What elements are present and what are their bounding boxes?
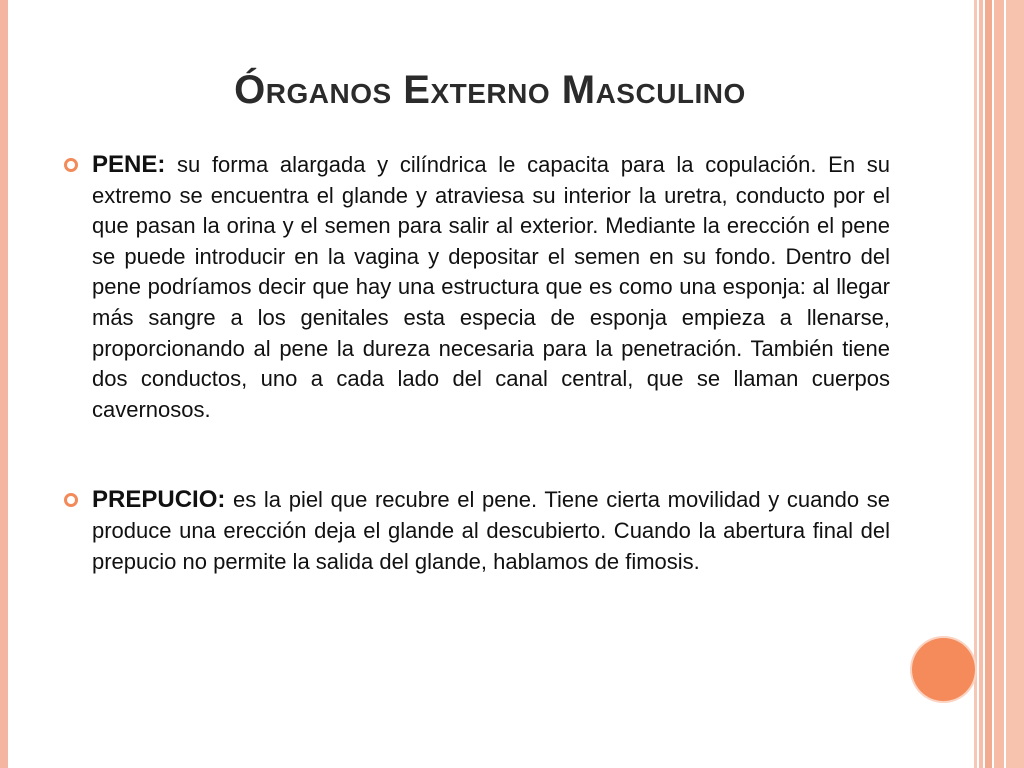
right-decorative-stripes [974,0,1024,768]
bullet-term: PREPUCIO: [92,486,226,514]
bullet-item-pene [64,150,890,425]
slide-title: Órganos Externo Masculino [234,68,746,112]
bullet-text [92,485,890,577]
left-border [0,0,8,768]
stripe [979,0,983,768]
decorative-circle [912,638,975,701]
stripe [994,0,1004,768]
bullet-icon [64,158,78,172]
bullet-body: su forma alargada y cilíndrica le capacita para la copulación. En su extremo se encuentra el glande y atraviesa su interior la uretra, conducto por el que pasan la orina y el semen para salir al exterior. Mediante la erección el pene se puede introducir en la vagina y depositar el semen en su fondo. Dentro del pene podríamos decir que hay una estructura que es como una esponja: al llegar más sangre a los genitales esta especia de esponja empieza a llenarse, proporcionando al pene la dureza necesaria para la penetración. También tiene dos conductos, uno a cada lado del canal central, que se llaman cuerpos cavernosos. [92,152,890,422]
bullet-term: PENE: [92,151,166,178]
stripe [1006,0,1024,768]
bullet-body: es la piel que recubre el pene. Tiene cierta movilidad y cuando se produce una erección deja el glande al descubierto. Cuando la abertura final del prepucio no permite la salida del glande, hablamos de fimosis. [92,487,890,574]
bullet-list [64,150,890,577]
bullet-text [92,150,890,425]
stripe [974,0,977,768]
stripe [985,0,992,768]
bullet-icon [64,493,78,507]
bullet-item-prepucio [64,485,890,577]
